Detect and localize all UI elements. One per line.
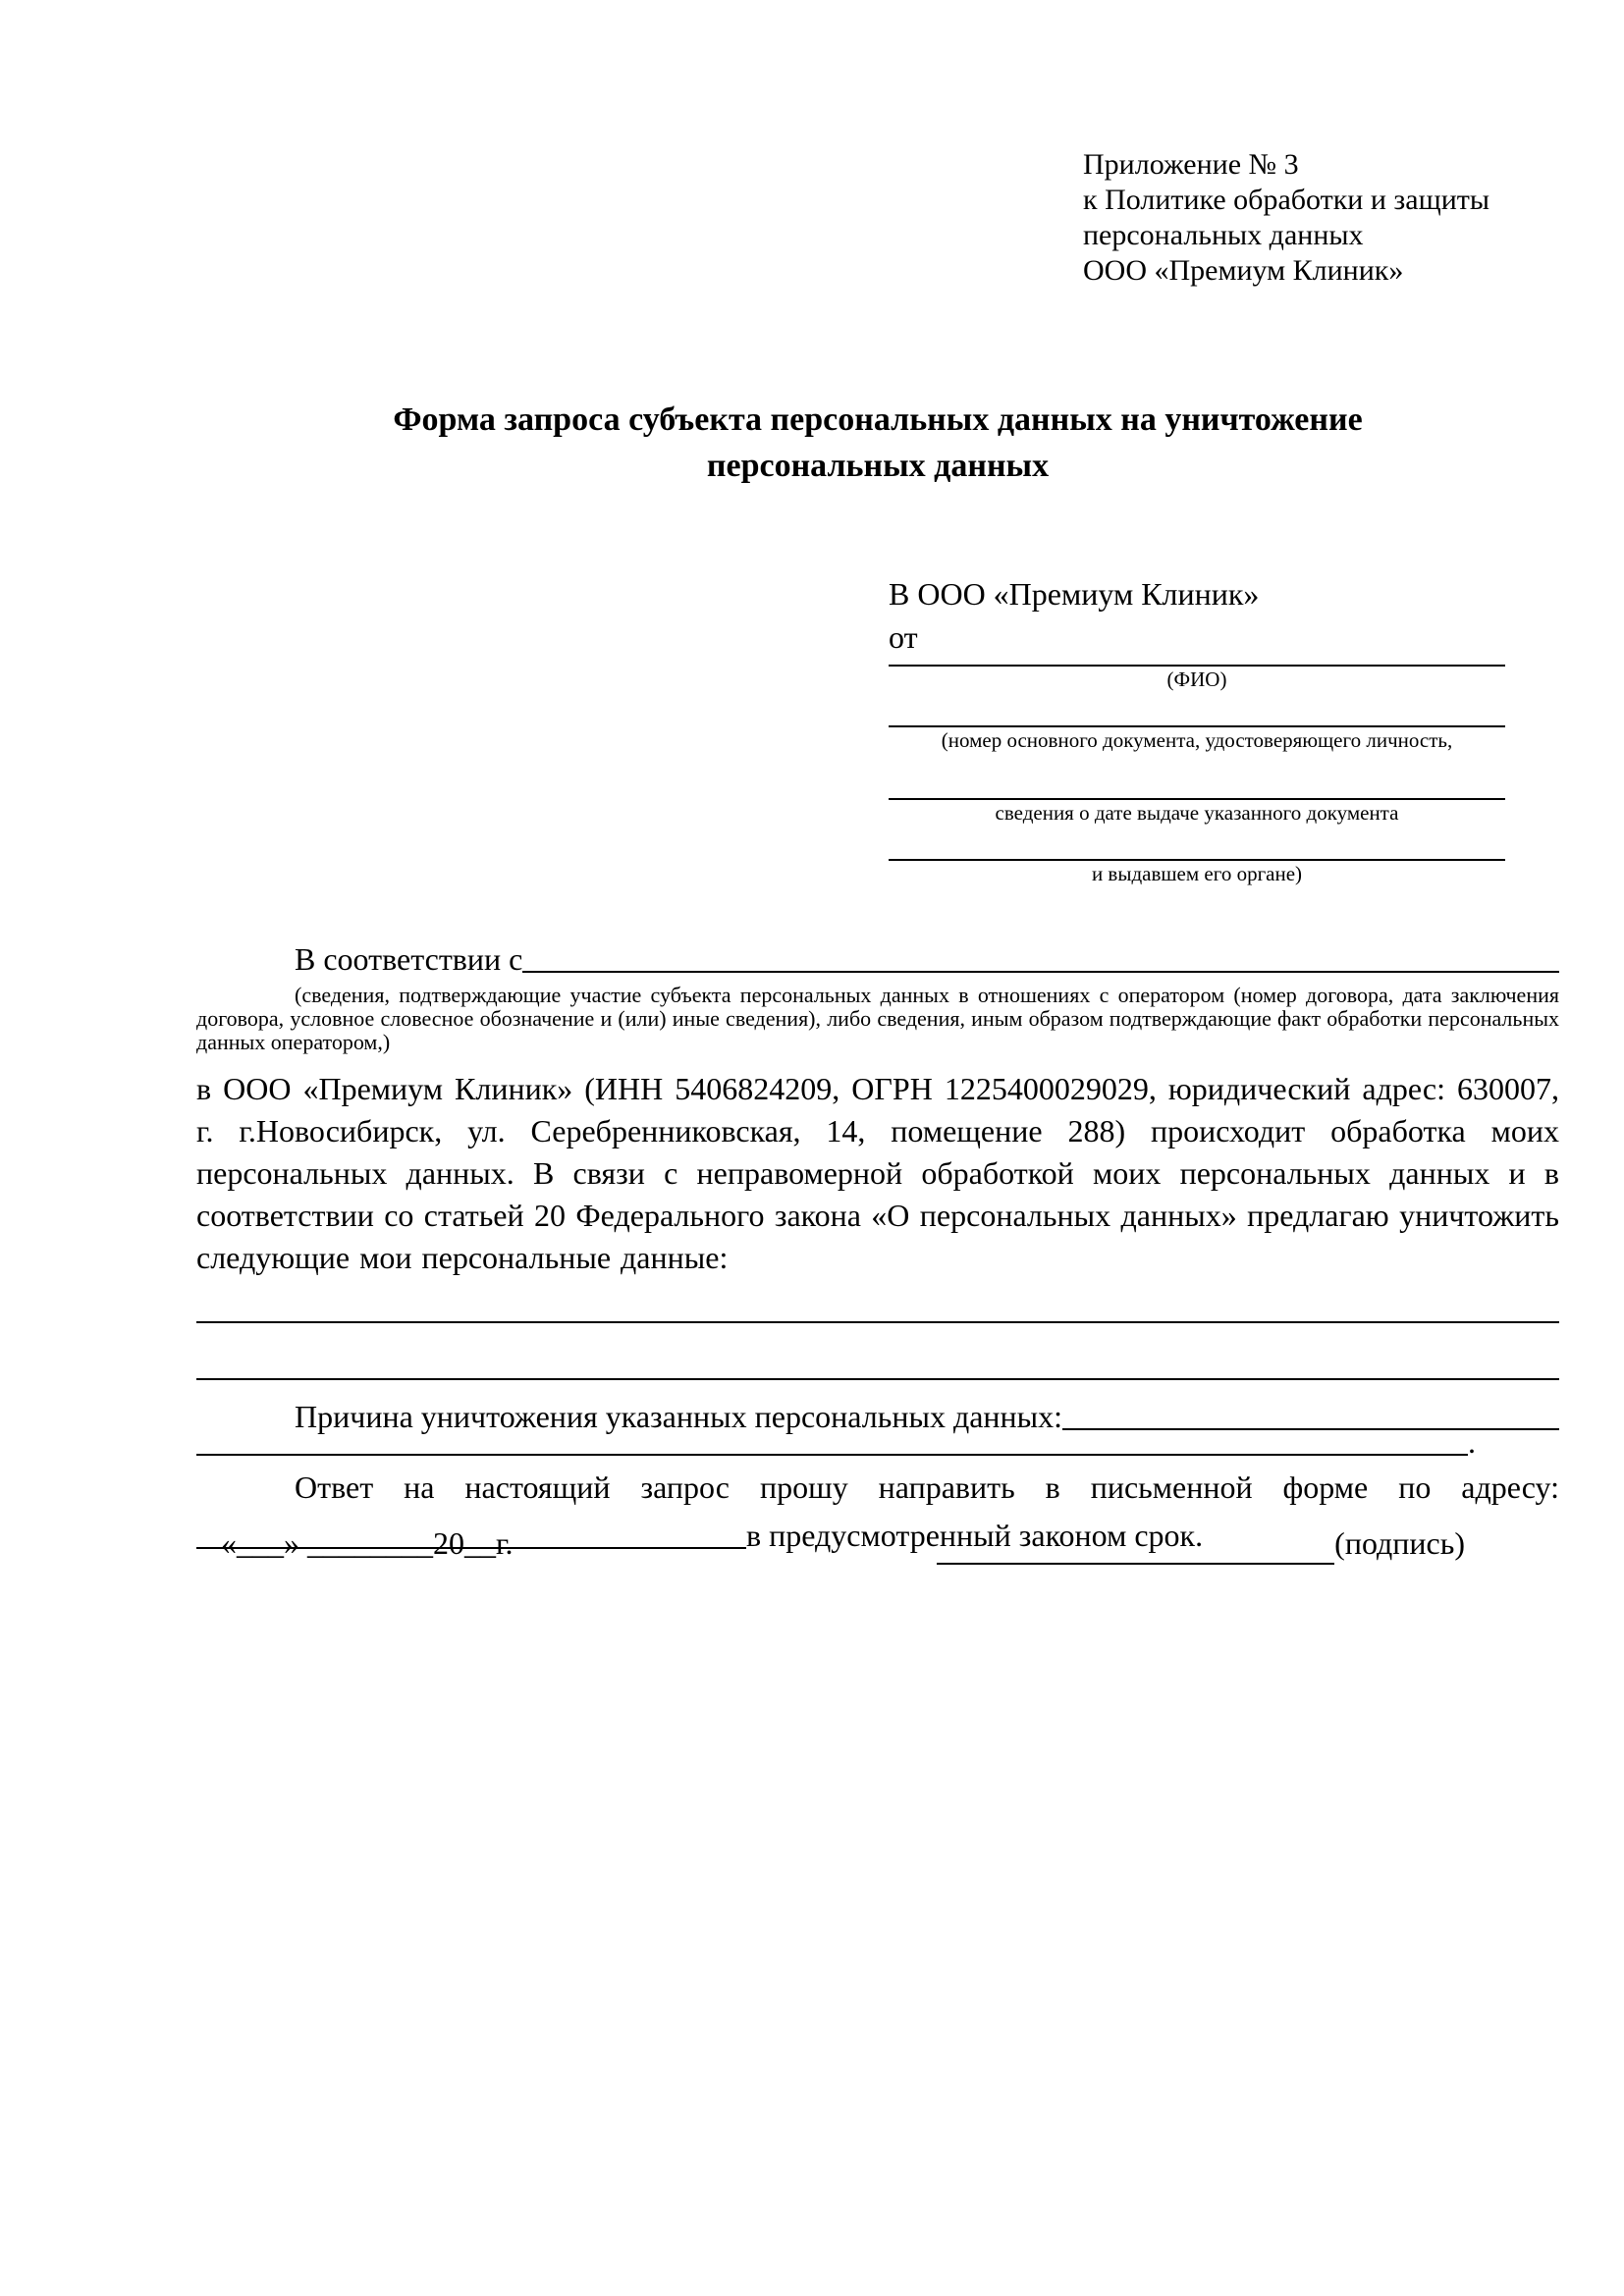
signature-caption: (подпись) bbox=[1334, 1525, 1465, 1561]
document-issue-date-field bbox=[889, 798, 1505, 826]
data-fill-in-line-1 bbox=[196, 1321, 1559, 1323]
document-title-line-1: Форма запроса субъекта персональных данных на уничтожение bbox=[393, 401, 1363, 438]
document-issuer-caption: и выдавшем его органе) bbox=[1091, 862, 1303, 885]
appendix-note-line-4: ООО «Премиум Клиник» bbox=[1083, 254, 1404, 287]
appendix-note bbox=[1083, 147, 1489, 289]
answer-tail-text: в предусмотренный законом срок. bbox=[746, 1518, 1204, 1553]
appendix-note-line-1: Приложение № 3 bbox=[1083, 148, 1299, 181]
signature-group bbox=[937, 1522, 1465, 1565]
document-title-line-2: персональных данных bbox=[706, 448, 1050, 484]
reason-period: . bbox=[1468, 1424, 1476, 1460]
fio-field bbox=[889, 665, 1505, 692]
fio-caption: (ФИО) bbox=[1166, 667, 1227, 691]
addressee-block bbox=[889, 572, 1505, 886]
reason-continuation-line bbox=[196, 1424, 1559, 1461]
accordance-lead-text: В соответствии с bbox=[295, 941, 523, 977]
signature-fill-in-line bbox=[937, 1525, 1334, 1565]
accordance-fill-in-line bbox=[522, 971, 1559, 973]
reason-line bbox=[196, 1390, 1559, 1435]
addressee-from-label: от bbox=[889, 619, 918, 655]
document-title bbox=[196, 397, 1559, 489]
date-fill-in: «___» ________20__г. bbox=[221, 1525, 514, 1561]
appendix-note-line-3: персональных данных bbox=[1083, 219, 1364, 251]
accordance-line bbox=[196, 933, 1559, 978]
addressee-to: В ООО «Премиум Клиник» bbox=[889, 576, 1260, 612]
reason-fill-in-line-2 bbox=[196, 1454, 1468, 1456]
data-fill-in-line-2 bbox=[196, 1378, 1559, 1380]
document-number-field bbox=[889, 725, 1505, 753]
date-signature-row bbox=[196, 1522, 1559, 1565]
document-issue-date-caption: сведения о дате выдаче указанного документа bbox=[995, 801, 1399, 825]
document-issuer-field bbox=[889, 859, 1505, 886]
reason-lead-text: Причина уничтожения указанных персональных данных: bbox=[295, 1399, 1063, 1434]
reason-fill-in-line bbox=[1062, 1428, 1559, 1430]
appendix-note-line-2: к Политике обработки и защиты bbox=[1083, 184, 1490, 216]
body-text bbox=[196, 933, 1559, 1554]
main-paragraph: в ООО «Премиум Клиник» (ИНН 5406824209, ОГРН 1225400029029, юридический адрес: 630007, г. г.Новосибирск, ул. Серебренниковская, 14, помещение 288) происходит обработка моих персональных данных. В связи с неправомерной обработкой моих персональных данных и в соответствии со статьей 20 Федерального закона «О персональных данных» предлагаю уничтожить следующие мои персональные данные: bbox=[196, 1071, 1559, 1275]
document-number-caption: (номер основного документа, удостоверяющего личность, bbox=[941, 728, 1453, 752]
answer-paragraph: Ответ на настоящий запрос прошу направить в письменной форме по адресу: bbox=[295, 1469, 1559, 1505]
accordance-footnote: (сведения, подтверждающие участие субъекта персональных данных в отношениях с оператором (номер договора, дата заключения договора, условное словесное обозначение и (или) иные сведения), либо сведения, иным образом подтверждающие факт обработки персональных данных оператором,) bbox=[196, 983, 1559, 1054]
